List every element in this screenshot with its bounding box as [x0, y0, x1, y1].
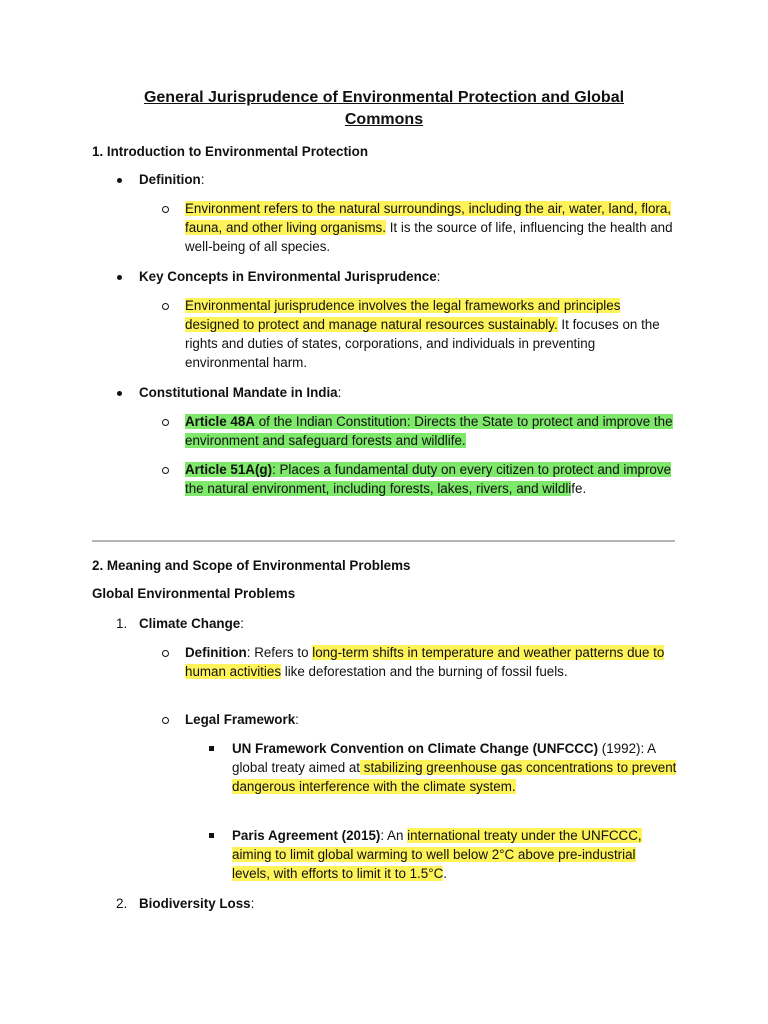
bullet-circle [162, 650, 169, 657]
unfccc-bold: UN Framework Convention on Climate Change (UNFCCC) [232, 741, 599, 756]
colon: : [250, 896, 255, 911]
bullet-square [209, 833, 214, 838]
biodiversity-label-line [139, 894, 254, 913]
bullet-circle [162, 467, 169, 474]
unfccc-highlight: stabilizing greenhouse gas concentrations to prevent dangerous interference with the climate system. [232, 760, 677, 794]
bullet-circle [162, 717, 169, 724]
bullet-square [209, 746, 214, 751]
climate-definition-label: Definition [185, 645, 247, 660]
paris-pre: : An [380, 828, 408, 843]
key-concepts-rest: It focuses on the rights and duties of states, corporations, and individuals in preventing environmental harm. [185, 317, 660, 370]
climate-definition-paragraph [185, 643, 675, 681]
definition-rest: It is the source of life, influencing the health and well-being of all species. [185, 220, 673, 254]
key-concepts-paragraph [185, 296, 675, 372]
climate-change-label-line [139, 614, 244, 633]
bullet-dot [117, 178, 122, 183]
article-51ag-text: : Places a fundamental duty on every citizen to protect and improve the natural environment, including forests, lakes, rivers, and wildli [185, 462, 672, 496]
bullet-circle [162, 206, 169, 213]
key-concepts-label: Key Concepts in Environmental Jurisprudence [139, 269, 437, 284]
document-title: General Jurisprudence of Environmental Protection and Global Commons [143, 89, 625, 128]
article-51ag-paragraph [185, 460, 675, 498]
constitutional-label: Constitutional Mandate in India [139, 385, 338, 400]
paris-agreement-bold: Paris Agreement (2015) [232, 828, 381, 843]
article-48a-text: of the Indian Constitution: Directs the State to protect and improve the environment and safeguard forests and wildlife. [185, 414, 673, 448]
key-concepts-label-line [139, 267, 440, 286]
definition-label-line [139, 170, 204, 189]
climate-change-label: Climate Change [139, 616, 241, 631]
bullet-circle [162, 303, 169, 310]
constitutional-label-line [139, 383, 341, 402]
key-concepts-highlight: Environmental jurisprudence involves the legal frameworks and principles designed to protect and manage natural resources sustainably. [185, 298, 621, 332]
legal-framework-label-line [185, 710, 299, 729]
bullet-dot [117, 275, 122, 280]
climate-definition-pre: : Refers to [246, 645, 313, 660]
paris-post: . [443, 866, 447, 881]
article-51ag-tail: fe. [571, 481, 587, 496]
bullet-dot [117, 391, 122, 396]
legal-framework-label: Legal Framework [185, 712, 296, 727]
unfccc-paragraph [232, 739, 677, 796]
list-number: 2. [116, 896, 128, 911]
climate-definition-post: like deforestation and the burning of fossil fuels. [281, 664, 568, 679]
section-2-subheading: Global Environmental Problems [92, 586, 296, 601]
paris-highlight: international treaty under the UNFCCC, aiming to limit global warming to well below 2°C above pre-industrial levels, with efforts to limit it to 1.5°C [232, 828, 642, 881]
definition-highlight: Environment refers to the natural surroundings, including the air, water, land, flora, fauna, and other living organisms. [185, 201, 672, 235]
paris-agreement-paragraph [232, 826, 677, 883]
climate-definition-highlight: long-term shifts in temperature and weather patterns due to human activities [185, 645, 665, 679]
definition-paragraph [185, 199, 675, 256]
bullet-circle [162, 419, 169, 426]
article-48a-paragraph [185, 412, 675, 450]
definition-label: Definition [139, 172, 201, 187]
colon: : [436, 269, 441, 284]
colon: : [240, 616, 244, 631]
biodiversity-label: Biodiversity Loss [139, 896, 251, 911]
article-48a-bold: Article 48A [185, 414, 255, 429]
section-2-heading: 2. Meaning and Scope of Environmental Problems [92, 558, 411, 573]
horizontal-divider [92, 540, 675, 542]
article-51ag-bold: Article 51A(g) [185, 462, 273, 477]
unfccc-pre: (1992): A global treaty aimed at [232, 741, 656, 775]
colon: : [337, 385, 342, 400]
section-1-heading: 1. Introduction to Environmental Protection [92, 144, 369, 159]
colon: : [295, 712, 299, 727]
colon: : [200, 172, 205, 187]
list-number: 1. [116, 616, 128, 631]
